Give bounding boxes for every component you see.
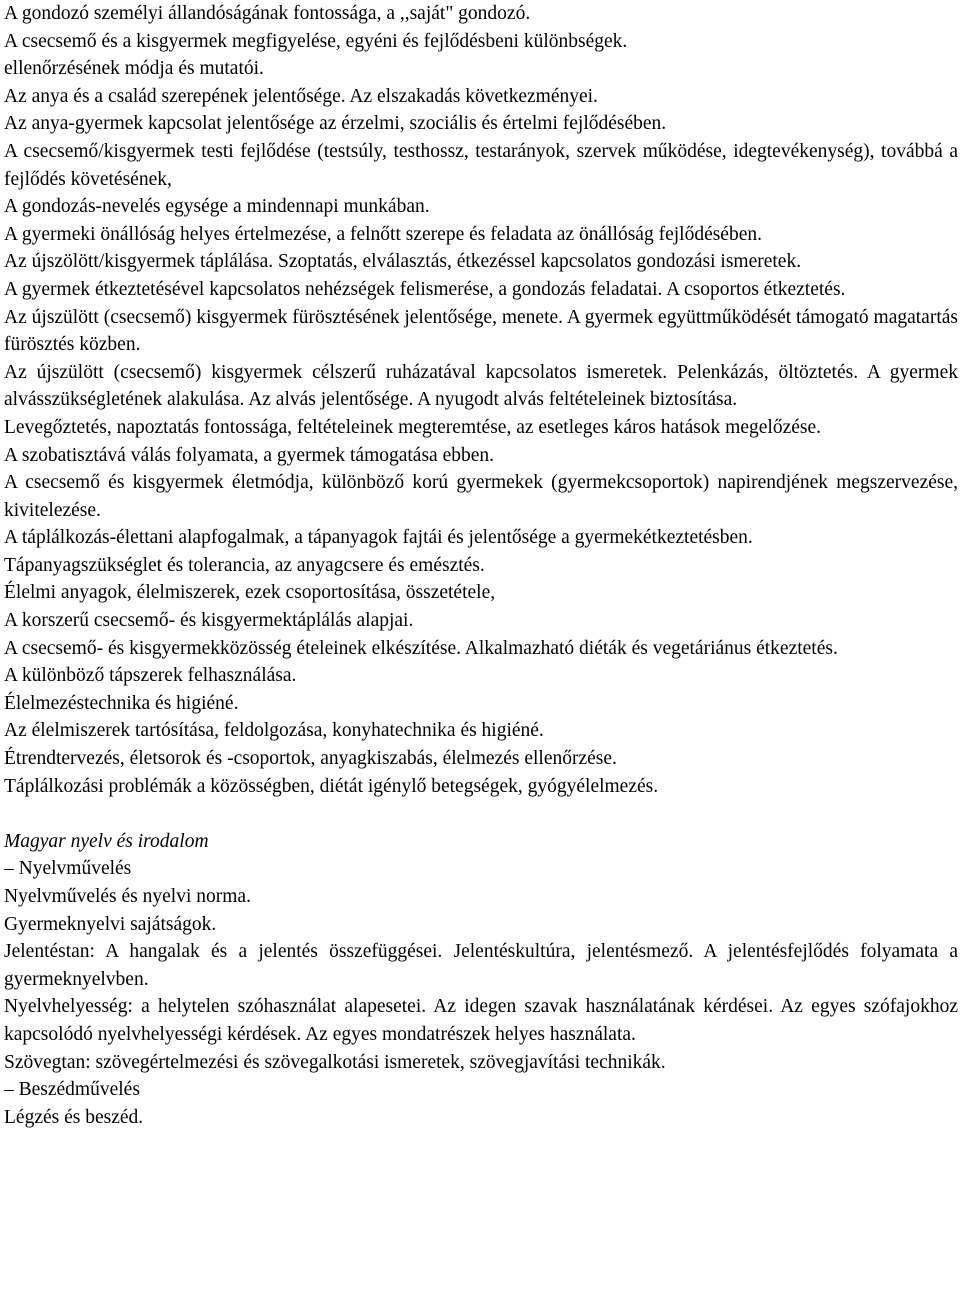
text-line: Szövegtan: szövegértelmezési és szövegalkotási ismeretek, szövegjavítási technikák. bbox=[4, 1051, 666, 1073]
text-line: A táplálkozás-élettani alapfogalmak, a tápanyagok fajtái és jelentősége a gyermekétkeztetésben. bbox=[4, 527, 753, 549]
text-line: A szobatisztává válás folyamata, a gyermek támogatása ebben. bbox=[4, 444, 495, 466]
text-line: A csecsemő- és kisgyermekközösség ételeinek elkészítése. Alkalmazható diéták és vegetáriánus étkeztetés. bbox=[4, 637, 838, 659]
document-page bbox=[4, 0, 958, 1131]
text-line: A csecsemő/kisgyermek testi fejlődése (testsúly, testhossz, testarányok, szervek működése, idegtevékenység), továbbá a fejlődés követésének, bbox=[4, 140, 958, 190]
text-line: Nyelvhelyesség: a helytelen szóhasználat alapesetei. Az idegen szavak használatának kérdései. Az egyes szófajokhoz kapcsolódó nyelvhelyességi kérdések. Az egyes mondatrészek helyes használata. bbox=[4, 996, 958, 1045]
section-hungarian-language bbox=[4, 828, 958, 1132]
text-line: Élelmi anyagok, élelmiszerek, ezek csoportosítása, összetétele, bbox=[4, 582, 496, 604]
text-line: Gyermeknyelvi sajátságok. bbox=[4, 913, 217, 935]
text-line: Az újszülött (csecsemő) kisgyermek fürösztésének jelentősége, menete. A gyermek együttműködését támogató magatartás fürösztés közben. bbox=[4, 306, 958, 356]
text-line: A gyermek étkeztetésével kapcsolatos nehézségek felismerése, a gondozás feladatai. A csoportos étkeztetés. bbox=[4, 278, 846, 300]
text-line: Az anya-gyermek kapcsolat jelentősége az érzelmi, szociális és értelmi fejlődésében. bbox=[4, 113, 667, 135]
text-line: A korszerű csecsemő- és kisgyermektáplálás alapjai. bbox=[4, 610, 414, 632]
section-childcare-topics bbox=[4, 0, 958, 800]
text-line: Az újszülött (csecsemő) kisgyermek célszerű ruházatával kapcsolatos ismeretek. Pelenkázás, öltöztetés. A gyermek alvásszükségletének alakulása. Az alvás jelentősége. A nyugodt alvás feltételeinek biztosítása. bbox=[4, 361, 958, 411]
text-line: Tápanyagszükséglet és tolerancia, az anyagcsere és emésztés. bbox=[4, 554, 485, 576]
text-line: Az élelmiszerek tartósítása, feldolgozása, konyhatechnika és higiéné. bbox=[4, 720, 544, 742]
section-heading: Magyar nyelv és irodalom bbox=[4, 830, 209, 852]
text-line: A gondozó személyi állandóságának fontossága, a ,,saját" gondozó. bbox=[4, 3, 531, 24]
text-line: A különböző tápszerek felhasználása. bbox=[4, 665, 297, 687]
text-line: Levegőztetés, napoztatás fontossága, feltételeinek megteremtése, az esetleges káros hatások megelőzése. bbox=[4, 416, 822, 438]
text-line: Élelmezéstechnika és higiéné. bbox=[4, 692, 239, 714]
text-line: A csecsemő és a kisgyermek megfigyelése, egyéni és fejlődésbeni különbségek. bbox=[4, 30, 628, 52]
subsection-heading: – Nyelvművelés bbox=[4, 858, 132, 880]
text-line: A csecsemő és kisgyermek életmódja, különböző korú gyermekek (gyermekcsoportok) napirendjének megszervezése, kivitelezése. bbox=[4, 472, 958, 521]
blank-line bbox=[4, 800, 958, 828]
text-line: Nyelvművelés és nyelvi norma. bbox=[4, 886, 251, 907]
text-line: A gondozás-nevelés egysége a mindennapi munkában. bbox=[4, 196, 430, 218]
subsection-heading: – Beszédművelés bbox=[4, 1079, 140, 1101]
text-line: Táplálkozási problémák a közösségben, diétát igénylő betegségek, gyógyélelmezés. bbox=[4, 775, 659, 797]
text-line: Légzés és beszéd. bbox=[4, 1106, 144, 1128]
text-line: Jelentéstan: A hangalak és a jelentés összefüggései. Jelentéskultúra, jelentésmező. A jelentésfejlődés folyamata a gyermeknyelvben. bbox=[4, 941, 958, 990]
text-line: A gyermeki önállóság helyes értelmezése, a felnőtt szerepe és feladata az önállóság fejlődésében. bbox=[4, 223, 762, 245]
text-line: Az anya és a család szerepének jelentősége. Az elszakadás következményei. bbox=[4, 85, 598, 107]
text-line: Az újszölött/kisgyermek táplálása. Szoptatás, elválasztás, étkezéssel kapcsolatos gondozási ismeretek. bbox=[4, 251, 802, 273]
text-line: Étrendtervezés, életsorok és -csoportok, anyagkiszabás, élelmezés ellenőrzése. bbox=[4, 748, 617, 770]
text-line: ellenőrzésének módja és mutatói. bbox=[4, 58, 264, 80]
